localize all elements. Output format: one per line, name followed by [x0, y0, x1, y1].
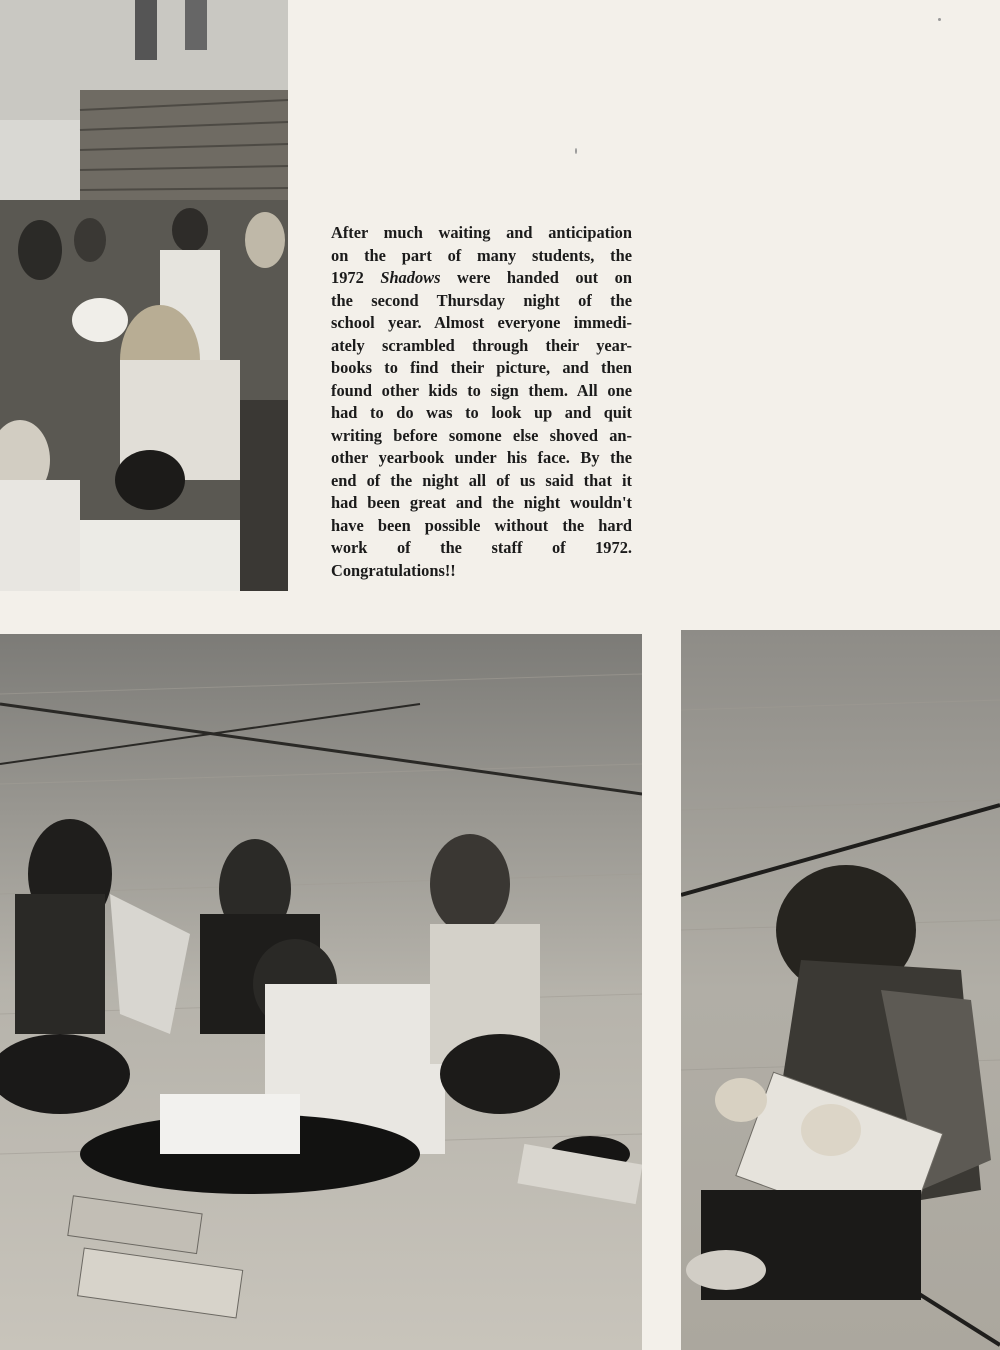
article-caption	[331, 222, 632, 582]
floor-group-photo-graphic	[0, 634, 642, 1350]
caption-line: other yearbook under his face. By the	[331, 448, 632, 467]
caption-line: books to find their picture, and then	[331, 358, 632, 377]
caption-line: have been possible without the hard	[331, 515, 632, 535]
writing-student-photo-graphic	[681, 630, 1000, 1350]
caption-line: ately scrambled through their year-	[331, 335, 632, 355]
caption-line: had been great and the night wouldn't	[331, 493, 632, 512]
caption-line: writing before somone else shoved an-	[331, 425, 632, 445]
photo-students-signing-yearbooks	[0, 634, 642, 1350]
caption-line: 1972 Shadows were handed out on	[331, 268, 632, 287]
caption-line: end of the night all of us said that it	[331, 470, 632, 490]
yearbook-title: Shadows	[380, 268, 441, 287]
caption-line: Congratulations!!	[331, 560, 456, 580]
print-speck	[575, 148, 577, 154]
caption-line: work of the staff of 1972.	[331, 538, 632, 557]
print-speck	[938, 18, 941, 21]
caption-line: the second Thursday night of the	[331, 290, 632, 310]
caption-line: found other kids to sign them. All one	[331, 380, 632, 400]
caption-line: school year. Almost everyone immedi-	[331, 313, 632, 332]
crowd-photo-graphic	[0, 0, 288, 591]
photo-student-writing	[681, 630, 1000, 1350]
photo-crowd-in-gym	[0, 0, 288, 591]
caption-line: had to do was to look up and quit	[331, 403, 632, 422]
caption-line: After much waiting and anticipation	[331, 223, 632, 242]
caption-line: on the part of many students, the	[331, 245, 632, 265]
